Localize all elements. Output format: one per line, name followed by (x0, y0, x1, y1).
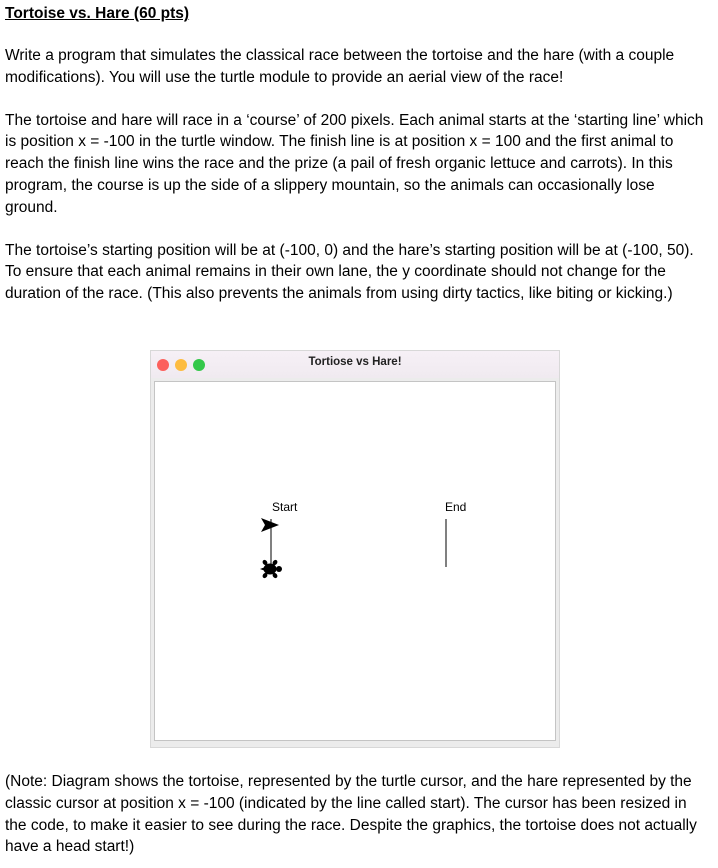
turtle-window (150, 350, 560, 748)
document (5, 4, 711, 326)
diagram-note: (Note: Diagram shows the tortoise, represented by the turtle cursor, and the hare represented by the classic cursor at position x = -100 (indicated by the line called start). The cursor has been resized in the code, to make it easier to see during the race. Despite the graphics, the tortoise does not actually have a head start!) (5, 773, 697, 856)
paragraph-course: The tortoise and hare will race in a ‘course’ of 200 pixels. Each animal starts at the ‘starting line’ which is position x = -100 in the turtle window. The finish line is at position x = 100 and the first animal to reach the finish line wins the race and the prize (a pail of fresh organic lettuce and carrots). In this program, the course is up the side of a slippery mountain, so the animals can occasionally lose ground. (5, 111, 704, 216)
paragraph-intro: Write a program that simulates the classical race between the tortoise and the hare (with a couple modifications). You will use the turtle module to provide an aerial view of the race! (5, 47, 675, 86)
page-title: Tortoise vs. Hare (60 pts) (5, 5, 190, 22)
end-label: End (445, 500, 467, 514)
window-titlebar (151, 351, 559, 378)
window-title: Tortiose vs Hare! (308, 356, 402, 368)
turtle-canvas (154, 381, 556, 741)
race-drawing (155, 382, 555, 740)
start-label: Start (272, 500, 298, 514)
classic-arrow-cursor-icon (261, 518, 279, 532)
paragraph-positions: The tortoise’s starting position will be at (-100, 0) and the hare’s starting position will be at (-100, 50). To ensure that each animal remains in their own lane, the y coordinate should not change for the duration of the race. (This also prevents the animals from using dirty tactics, like biting or kicking.) (5, 241, 694, 303)
